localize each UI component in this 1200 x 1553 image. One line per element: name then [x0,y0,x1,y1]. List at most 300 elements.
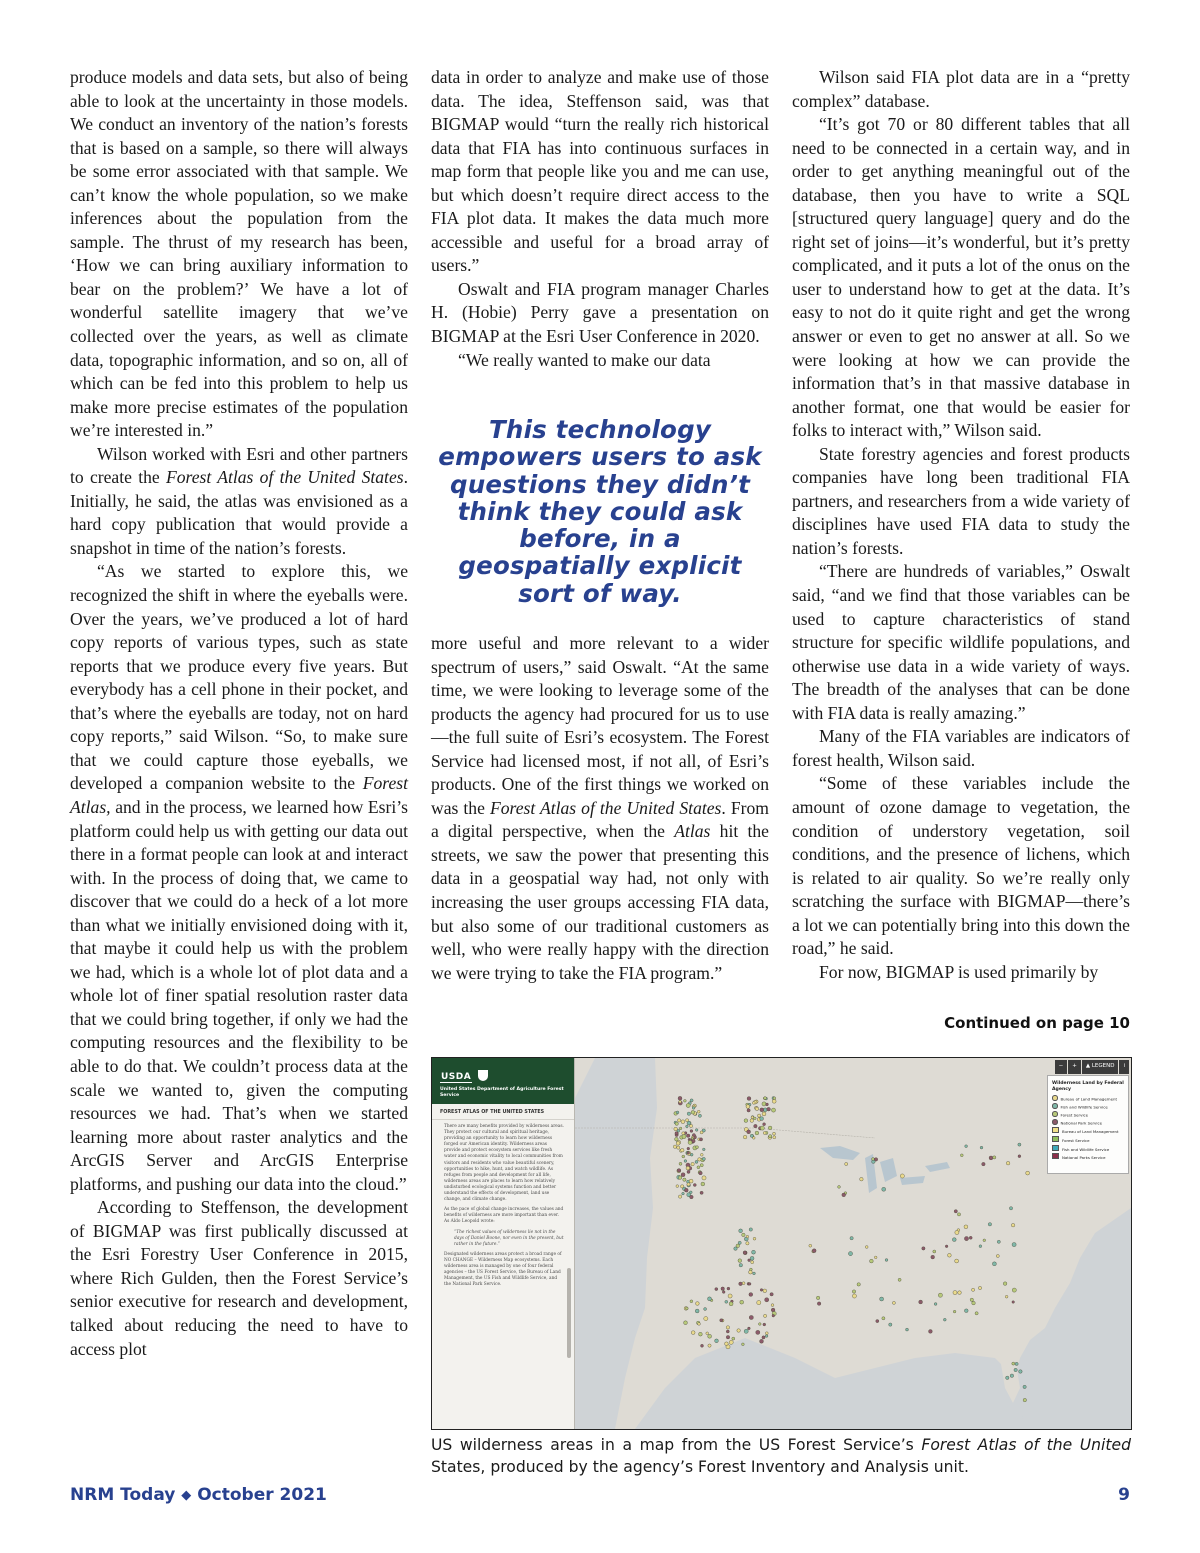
sidebar-scrollbar[interactable] [567,1268,571,1358]
wilderness-marker[interactable] [1018,1155,1021,1158]
wilderness-marker[interactable] [687,1170,690,1173]
wilderness-marker[interactable] [752,1250,756,1254]
paragraph: Many of the FIA variables are indicators of forest health, Wilson said. [792,726,1130,770]
sidebar-quote: “The richest values of wilderness lie not in the days of Daniel Boone, nor even in the present, but rather in the future.” [454,1229,564,1247]
atlas-title[interactable]: FOREST ATLAS OF THE UNITED STATES [432,1104,574,1120]
wilderness-marker[interactable] [725,1342,729,1346]
wilderness-marker[interactable] [747,1130,751,1134]
paragraph: “As we started to explore this, we recognized the shift in where the eyeballs were. Over the years, we’ve produced a lot of hard copy reports of various types, such as state reports that we produce every five years. But everybody has a cell phone in their pocket, and that’s where the eyeballs are today, not on hard copy reports,” said Wilson. “So, to make sure that we could capture those eyeballs, we developed a companion website to the Forest Atlas, and in the process, we learned how Esri’s platform could help us with getting our data out there in a format people can look at and interact with. In the process of doing that, we came to discover that we could do a heck of a lot more than what we initially envisioned doing with it, that maybe it could help us with the problem we had, which is a whole lot of plot data and a whole lot of finer spatial resolution raster data that we could bring together, if only we had the computing resources and the flexibility to be able to do that. We couldn’t process data at the scale we wanted to, given the computing resources we had. That’s when we started learning more about raster analytics and the ArcGIS Server and ArcGIS Enterprise platforms, and pushing our data into the cloud.” [70,561,408,1194]
wilderness-marker[interactable] [732,1337,735,1340]
zoom-out-button[interactable]: − [1055,1060,1068,1074]
wilderness-marker[interactable] [892,1301,895,1304]
wilderness-marker[interactable] [708,1334,712,1338]
wilderness-marker[interactable] [978,1286,981,1289]
wilderness-marker[interactable] [683,1178,686,1181]
wilderness-marker[interactable] [748,1327,751,1330]
wilderness-marker[interactable] [742,1282,745,1285]
wilderness-marker[interactable] [753,1237,756,1240]
wilderness-marker[interactable] [698,1323,701,1326]
wilderness-marker[interactable] [696,1302,700,1306]
wilderness-marker[interactable] [749,1315,753,1319]
wilderness-marker[interactable] [708,1297,712,1301]
map-view[interactable] [575,1058,1131,1429]
wilderness-marker[interactable] [686,1134,689,1137]
wilderness-marker[interactable] [695,1160,698,1163]
wilderness-marker[interactable] [750,1134,753,1137]
continued-note: Continued on page 10 [944,1014,1130,1032]
wilderness-marker[interactable] [765,1298,769,1302]
wilderness-marker[interactable] [746,1105,750,1109]
wilderness-marker[interactable] [677,1169,681,1173]
wilderness-marker[interactable] [692,1134,695,1137]
wilderness-marker[interactable] [702,1148,705,1151]
wilderness-marker[interactable] [755,1131,759,1135]
wilderness-marker[interactable] [1014,1368,1017,1371]
wilderness-marker[interactable] [738,1241,741,1244]
wilderness-marker[interactable] [686,1125,689,1128]
wilderness-marker[interactable] [701,1344,704,1347]
wilderness-marker[interactable] [764,1097,767,1100]
wilderness-marker[interactable] [701,1182,705,1186]
wilderness-marker[interactable] [691,1331,695,1335]
wilderness-marker[interactable] [740,1300,744,1304]
wilderness-marker[interactable] [885,1259,888,1262]
wilderness-marker[interactable] [695,1129,698,1132]
wilderness-marker[interactable] [704,1308,707,1311]
wilderness-marker[interactable] [746,1235,749,1238]
wilderness-marker[interactable] [965,1145,968,1148]
wilderness-marker[interactable] [979,1245,982,1248]
wilderness-marker[interactable] [933,1250,936,1253]
wilderness-marker[interactable] [691,1110,695,1114]
wilderness-marker[interactable] [980,1146,983,1149]
wilderness-marker[interactable] [972,1301,976,1305]
wilderness-marker[interactable] [762,1336,765,1339]
wilderness-marker[interactable] [743,1135,747,1139]
wilderness-marker[interactable] [1018,1143,1021,1146]
wilderness-marker[interactable] [674,1127,678,1131]
wilderness-marker[interactable] [715,1339,719,1343]
wilderness-marker[interactable] [700,1191,703,1194]
wilderness-marker[interactable] [876,1320,879,1323]
wilderness-marker[interactable] [1012,1243,1016,1247]
wilderness-marker[interactable] [679,1162,682,1165]
wilderness-marker[interactable] [750,1119,754,1123]
wilderness-marker[interactable] [1023,1385,1026,1388]
wilderness-marker[interactable] [760,1289,763,1292]
wilderness-marker[interactable] [746,1242,749,1245]
wilderness-marker[interactable] [969,1236,972,1239]
wilderness-marker[interactable] [708,1344,711,1347]
legend-item [1052,1095,1124,1103]
wilderness-marker[interactable] [983,1239,986,1242]
wilderness-marker[interactable] [882,1187,886,1191]
wilderness-marker[interactable] [749,1228,752,1231]
wilderness-marker[interactable] [812,1249,816,1253]
wilderness-marker[interactable] [749,1293,753,1297]
wilderness-marker[interactable] [964,1237,968,1241]
wilderness-marker[interactable] [727,1287,730,1290]
wilderness-marker[interactable] [842,1193,846,1197]
wilderness-marker[interactable] [706,1332,709,1335]
wilderness-marker[interactable] [993,1156,996,1159]
wilderness-marker[interactable] [681,1120,685,1124]
wilderness-marker[interactable] [737,1329,741,1333]
wilderness-marker[interactable] [698,1158,701,1161]
wilderness-marker[interactable] [690,1300,693,1303]
paragraph: “Some of these variables include the amount of ozone damage to vegetation, the condition of understory vegetation, soil conditions, and the presence of lichens, which is related to air quality. So we’re really only scratching the surface with BIGMAP—there’s a lot we can potentially bring into this down the road,” he said. [792,773,1130,959]
wilderness-marker[interactable] [1005,1295,1008,1298]
wilderness-marker[interactable] [758,1114,761,1117]
wilderness-marker[interactable] [756,1330,760,1334]
wilderness-marker[interactable] [852,1294,856,1298]
legend-swatch-icon [1052,1145,1059,1151]
wilderness-marker[interactable] [689,1179,693,1183]
legend-swatch-icon [1052,1103,1058,1109]
wilderness-marker[interactable] [676,1185,679,1188]
wilderness-marker[interactable] [748,1259,751,1262]
wilderness-marker[interactable] [874,1256,877,1259]
wilderness-marker[interactable] [964,1225,968,1229]
wilderness-marker[interactable] [751,1261,754,1264]
wilderness-marker[interactable] [763,1123,766,1126]
wilderness-marker[interactable] [763,1132,766,1135]
wilderness-marker[interactable] [682,1132,685,1135]
wilderness-marker[interactable] [736,1244,740,1248]
wilderness-marker[interactable] [742,1343,745,1346]
legend-label: Forest Service [1062,1137,1090,1143]
wilderness-marker[interactable] [898,1278,901,1281]
wilderness-marker[interactable] [684,1188,688,1192]
wilderness-marker[interactable] [729,1340,733,1344]
wilderness-marker[interactable] [700,1131,703,1134]
wilderness-marker[interactable] [685,1307,688,1310]
wilderness-marker[interactable] [845,1162,848,1165]
wilderness-marker[interactable] [690,1153,693,1156]
wilderness-marker[interactable] [678,1096,682,1100]
wilderness-marker[interactable] [687,1147,690,1150]
wilderness-marker[interactable] [698,1114,701,1117]
wilderness-marker[interactable] [688,1140,692,1144]
legend-swatch-icon [1052,1136,1059,1142]
wilderness-marker[interactable] [948,1253,952,1257]
wilderness-marker[interactable] [765,1335,768,1338]
wilderness-marker[interactable] [1011,1223,1015,1227]
wilderness-marker[interactable] [681,1148,685,1152]
wilderness-marker[interactable] [690,1099,693,1102]
wilderness-marker[interactable] [816,1296,819,1299]
wilderness-marker[interactable] [760,1117,764,1121]
wilderness-marker[interactable] [742,1233,746,1237]
zoom-in-button[interactable]: + [1068,1060,1081,1074]
wilderness-marker[interactable] [684,1321,688,1325]
wilderness-marker[interactable] [747,1109,750,1112]
wilderness-marker[interactable] [692,1139,695,1142]
wilderness-marker[interactable] [765,1332,768,1335]
wilderness-marker[interactable] [958,1291,962,1295]
wilderness-marker[interactable] [726,1335,730,1339]
wilderness-marker[interactable] [757,1301,761,1305]
wilderness-marker[interactable] [953,1310,956,1313]
wilderness-marker[interactable] [763,1289,767,1293]
wilderness-marker[interactable] [992,1262,996,1266]
wilderness-marker[interactable] [700,1153,703,1156]
wilderness-marker[interactable] [748,1283,751,1286]
forest-service-shield-icon [478,1070,488,1081]
wilderness-marker[interactable] [749,1270,753,1274]
map-sidebar-panel [432,1058,575,1429]
wilderness-marker[interactable] [772,1099,776,1103]
wilderness-marker[interactable] [1012,1301,1015,1304]
wilderness-marker[interactable] [955,1259,959,1263]
wilderness-marker[interactable] [1019,1370,1023,1374]
wilderness-marker[interactable] [770,1293,773,1296]
wilderness-marker[interactable] [687,1112,690,1115]
wilderness-marker[interactable] [772,1314,775,1317]
wilderness-marker[interactable] [704,1317,708,1321]
wilderness-marker[interactable] [1012,1362,1015,1365]
wilderness-marker[interactable] [747,1097,751,1101]
wilderness-marker[interactable] [760,1108,764,1112]
wilderness-marker[interactable] [1006,1376,1009,1379]
wilderness-marker[interactable] [988,1223,991,1226]
legend-button[interactable]: ▲ LEGEND [1082,1060,1119,1074]
wilderness-marker[interactable] [872,1158,875,1161]
wilderness-marker[interactable] [715,1288,718,1291]
wilderness-marker[interactable] [870,1259,874,1263]
wilderness-marker[interactable] [766,1103,769,1106]
legend-title: Wilderness Land by Federal Agency [1052,1081,1124,1092]
wilderness-marker[interactable] [687,1152,690,1155]
wilderness-marker[interactable] [721,1287,725,1291]
wilderness-marker[interactable] [684,1099,687,1102]
wilderness-marker[interactable] [686,1166,690,1170]
wilderness-marker[interactable] [744,1329,748,1333]
wilderness-marker[interactable] [960,1154,963,1157]
wilderness-marker[interactable] [889,1323,892,1326]
legend-swatch-icon [1052,1111,1058,1117]
wilderness-marker[interactable] [699,1332,703,1336]
wilderness-marker[interactable] [739,1229,743,1233]
wilderness-marker[interactable] [769,1135,772,1138]
wilderness-marker[interactable] [673,1145,676,1148]
wilderness-marker[interactable] [676,1111,679,1114]
wilderness-marker[interactable] [955,1230,959,1234]
wilderness-marker[interactable] [687,1121,691,1125]
wilderness-marker[interactable] [722,1291,725,1294]
wilderness-marker[interactable] [695,1309,699,1313]
wilderness-marker[interactable] [725,1300,728,1303]
wilderness-marker[interactable] [989,1156,993,1160]
wilderness-marker[interactable] [874,1158,877,1161]
wilderness-marker[interactable] [682,1155,685,1158]
wilderness-marker[interactable] [682,1135,686,1139]
wilderness-marker[interactable] [1003,1282,1007,1286]
wilderness-marker[interactable] [954,1210,957,1213]
wilderness-marker[interactable] [696,1146,699,1149]
wilderness-marker[interactable] [700,1164,703,1167]
legend-item [1052,1111,1124,1119]
wilderness-marker[interactable] [726,1330,729,1333]
wilderness-marker[interactable] [964,1309,968,1313]
wilderness-marker[interactable] [678,1176,682,1180]
paragraph: “It’s got 70 or 80 different tables that all need to be connected in a certain way, and in order to get anything meaningful out of the database, then you have to write a SQL [structured query language] query and do the right set of joins—it’s wonderful, but it’s pretty complicated, and it puts a lot of the onus on the user to understand how to get at the data. It’s easy to not do it quite right and get the wrong answer or even to get no answer at all. So we were looking at how we can provide the information that’s in that massive database in another format, one that would be easier for folks to interact with,” Wilson said. [792,114,1130,441]
wilderness-marker[interactable] [996,1254,999,1257]
wilderness-marker[interactable] [809,1244,812,1247]
article-column-3 [792,66,1130,984]
wilderness-marker[interactable] [764,1314,767,1317]
wilderness-marker[interactable] [726,1326,729,1329]
wilderness-marker[interactable] [758,1323,761,1326]
wilderness-marker[interactable] [931,1255,935,1259]
wilderness-marker[interactable] [957,1213,960,1216]
info-button[interactable]: i [1119,1060,1129,1074]
wilderness-marker[interactable] [943,1318,946,1321]
wilderness-marker[interactable] [975,1312,978,1315]
wilderness-marker[interactable] [763,1323,766,1326]
wilderness-marker[interactable] [750,1256,754,1260]
wilderness-marker[interactable] [945,1245,948,1248]
wilderness-marker[interactable] [773,1132,776,1135]
wilderness-marker[interactable] [702,1157,705,1160]
wilderness-marker[interactable] [882,1317,885,1320]
legend-item [1052,1153,1124,1162]
wilderness-marker[interactable] [848,1252,852,1256]
wilderness-marker[interactable] [1012,1288,1016,1292]
wilderness-marker[interactable] [743,1251,746,1254]
paragraph: “There are hundreds of variables,” Oswalt said, “and we find that those variables can be used to capture characteristics of stand structure for specific wildlife populations, and otherwise use data in a wide variety of ways. The breadth of the analyses that can be done with FIA data is really amazing.” [792,561,1130,723]
wilderness-marker[interactable] [753,1272,756,1275]
wilderness-marker[interactable] [860,1177,864,1181]
wilderness-marker[interactable] [675,1137,679,1141]
wilderness-marker[interactable] [699,1171,703,1175]
wilderness-marker[interactable] [682,1192,685,1195]
wilderness-marker[interactable] [857,1283,860,1286]
wilderness-marker[interactable] [752,1102,755,1105]
wilderness-marker[interactable] [1009,1207,1012,1210]
wilderness-marker[interactable] [850,1237,853,1240]
wilderness-marker[interactable] [687,1183,690,1186]
wilderness-marker[interactable] [762,1112,766,1116]
wilderness-marker[interactable] [1015,1362,1018,1365]
wilderness-marker[interactable] [692,1107,695,1110]
legend-label: Forest Service [1060,1112,1089,1118]
wilderness-marker[interactable] [690,1195,694,1199]
wilderness-marker[interactable] [697,1110,700,1113]
wilderness-marker[interactable] [677,1146,680,1149]
wilderness-marker[interactable] [771,1108,775,1112]
legend-label: Fish and Wildlife Service [1062,1146,1110,1152]
paragraph: Wilson worked with Esri and other partners to create the Forest Atlas of the United States. Initially, he said, the atlas was envisioned as a hard copy publication that would provide a snapshot in time of the nation’s forests. [70,443,409,558]
wilderness-marker[interactable] [678,1195,681,1198]
wilderness-marker[interactable] [922,1247,925,1250]
wilderness-marker[interactable] [677,1129,680,1132]
wilderness-marker[interactable] [817,1302,821,1306]
wilderness-marker[interactable] [972,1288,975,1291]
wilderness-marker[interactable] [865,1246,868,1249]
paragraph: more useful and more relevant to a wider spectrum of users,” said Oswalt. “At the same time, we were looking to leverage some of the products the agency had procured for us to use—the full suite of Esri’s ecosystem. The Forest Service had licensed most, if not all, of Esri’s products. One of the first things we worked on was the Forest Atlas of the United States. From a digital perspective, when the Atlas hit the streets, we saw the power that presenting this data in a geospatial way had, not only with increasing the user groups accessing FIA data, but also some of our traditional customers as well, who were really happy with the direction we were trying to take the FIA program.” [431,633,769,983]
wilderness-marker[interactable] [1010,1374,1014,1378]
wilderness-marker[interactable] [697,1166,700,1169]
wilderness-marker[interactable] [720,1319,723,1322]
wilderness-marker[interactable] [938,1293,942,1297]
wilderness-marker[interactable] [838,1186,841,1189]
wilderness-marker[interactable] [738,1259,742,1263]
article-column-2-top [431,66,769,372]
wilderness-marker[interactable] [755,1107,759,1111]
wilderness-marker[interactable] [1026,1171,1030,1175]
wilderness-marker[interactable] [699,1138,702,1141]
legend-item [1052,1119,1124,1127]
wilderness-marker[interactable] [768,1126,772,1130]
legend-item [1052,1127,1124,1136]
paragraph: data in order to analyze and make use of those data. The idea, Steffenson said, was that BIGMAP would “turn the really rich historical data that FIA has into continuous surfaces in map form that people like you and me can use, but which doesn’t require direct access to the FIA plot data. It makes the data much more accessible and useful for a broad array of users.” [431,67,769,276]
wilderness-marker[interactable] [919,1300,923,1304]
wilderness-marker[interactable] [762,1102,766,1106]
wilderness-marker[interactable] [677,1119,680,1122]
wilderness-marker[interactable] [754,1124,758,1128]
wilderness-marker[interactable] [686,1103,690,1107]
wilderness-marker[interactable] [675,1122,678,1125]
legend-panel [1047,1075,1129,1174]
footer-publication: NRM Today ◆ October 2021 [70,1485,327,1505]
wilderness-marker[interactable] [679,1100,682,1103]
wilderness-marker[interactable] [880,1297,884,1301]
page-number: 9 [1118,1485,1130,1505]
wilderness-marker[interactable] [1023,1398,1026,1401]
paragraph: According to Steffenson, the development of BIGMAP was first publically discussed at the Esri Forestry User Conference in 2015, where Rich Gulden, then the Forest Service’s senior executive for research and development, talked about reducing the need to have to access plot [70,1197,408,1359]
wilderness-marker[interactable] [953,1291,957,1295]
wilderness-marker[interactable] [684,1160,687,1163]
wilderness-marker[interactable] [771,1308,775,1312]
wilderness-marker[interactable] [760,1339,764,1343]
wilderness-marker[interactable] [690,1130,693,1133]
wilderness-marker[interactable] [900,1174,904,1178]
wilderness-marker[interactable] [739,1282,743,1286]
wilderness-marker[interactable] [676,1141,680,1145]
wilderness-marker[interactable] [702,1176,706,1180]
wilderness-marker[interactable] [952,1238,956,1242]
wilderness-marker[interactable] [739,1263,742,1266]
paragraph: For now, BIGMAP is used primarily by [819,961,1099,982]
wilderness-marker[interactable] [982,1162,986,1166]
wilderness-marker[interactable] [906,1328,909,1331]
wilderness-marker[interactable] [751,1116,754,1119]
wilderness-marker[interactable] [767,1107,771,1111]
legend-label: National Park Service [1060,1120,1102,1126]
wilderness-marker[interactable] [689,1191,692,1194]
wilderness-marker[interactable] [729,1302,733,1306]
sidebar-paragraph: As the pace of global change increases, the values and benefits of wilderness are more important than ever. As Aldo Leopold wrote: [444,1207,564,1225]
wilderness-marker[interactable] [691,1162,694,1165]
wilderness-marker[interactable] [744,1119,748,1123]
paragraph: produce models and data sets, but also of being able to look at the uncertainty in those models. We conduct an inventory of the nation’s forests that is based on a sample, so there will always be some error associated with that sample. We can’t know the whole population, so we make inferences about the population from the sample. The thrust of my research has been, ‘How we can bring auxiliary information to bear on the problem?’ We have a lot of wonderful satellite imagery that we’ve collected over the years, as well as climate data, topographic information, and so on, all of which can be fed into this problem to help us make more precise estimates of the population we’re interested in.” [70,67,408,441]
wilderness-marker[interactable] [681,1173,685,1177]
wilderness-marker[interactable] [771,1304,774,1307]
wilderness-marker[interactable] [1006,1161,1010,1165]
wilderness-marker[interactable] [760,1126,764,1130]
wilderness-marker[interactable] [934,1303,937,1306]
wilderness-marker[interactable] [773,1136,776,1139]
wilderness-marker[interactable] [693,1184,696,1187]
wilderness-marker[interactable] [970,1298,973,1301]
wilderness-marker[interactable] [852,1290,855,1293]
diamond-icon: ◆ [181,1488,192,1503]
wilderness-marker[interactable] [679,1127,682,1130]
wilderness-marker[interactable] [997,1240,1000,1243]
wilderness-marker[interactable] [929,1330,933,1334]
wilderness-marker[interactable] [728,1294,732,1298]
